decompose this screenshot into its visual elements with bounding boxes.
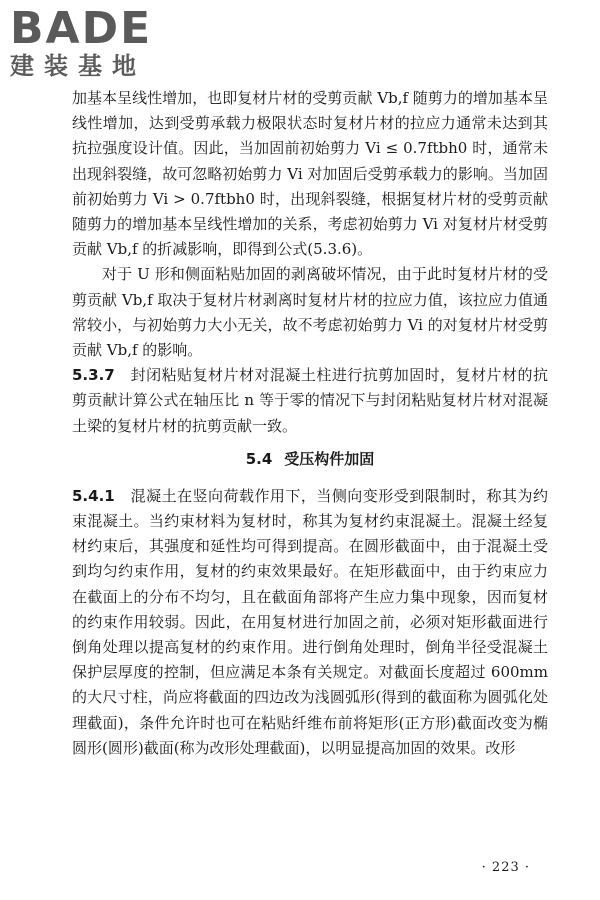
section-title: 受压构件加固 — [284, 449, 375, 468]
logo-mark: BADE — [10, 3, 153, 54]
clause-number: 5.3.7 — [72, 366, 115, 385]
section-heading — [72, 447, 548, 472]
clause-5-3-7 — [72, 363, 548, 439]
clause-number: 5.4.1 — [72, 486, 115, 505]
section-number: 5.4 — [245, 449, 273, 468]
paragraph-peeling-failure: 对于 U 形和侧面粘贴加固的剥离破坏情况，由于此时复材片材的受剪贡献 Vb,f 取决于复材片材剥离时复材片材的拉应力值，该拉应力值通常较小，与初始剪力大小无关，故不考虑初始剪力 Vi 的对复材片材受剪贡献 Vb,f 的影响。 — [72, 265, 548, 360]
page-body — [72, 86, 548, 761]
page-number: · 223 · — [481, 860, 530, 875]
clause-text: 封闭粘贴复材片材对混凝土柱进行抗剪加固时，复材片材的抗剪贡献计算公式在轴压比 n 等于零的情况下与封闭粘贴复材片材对混凝土梁的复材片材的抗剪贡献一致。 — [72, 366, 548, 435]
logo-subtitle: 建装基地 — [10, 52, 146, 80]
paragraph-continuation: 加基本呈线性增加，也即复材片材的受剪贡献 Vb,f 随剪力的增加基本呈线性增加，达到受剪承载力极限状态时复材片材的拉应力通常未达到其抗拉强度设计值。因此，当加固前初始剪力 Vi ≤ 0.7ftbh0 时，通常未出现斜裂缝，故可忽略初始剪力 Vi 对加固后受剪承载力的影响。当加固前初始剪力 Vi > 0.7ftbh0 时，出现斜裂缝，根据复材片材的受剪贡献随剪力的增加基本呈线性增加的关系，考虑初始剪力 Vi 对复材片材受剪贡献 Vb,f 的折减影响，即得到公式(5.3.6)。 — [72, 89, 548, 259]
site-logo — [10, 3, 180, 80]
clause-5-4-1 — [72, 484, 548, 761]
clause-text: 混凝土在竖向荷载作用下，当侧向变形受到限制时，称其为约束混凝土。当约束材料为复材时，称其为复材约束混凝土。混凝土经复材约束后，其强度和延性均可得到提高。在圆形截面中，由于混凝土受到均匀约束作用，复材的约束效果最好。在矩形截面中，由于约束应力在截面上的分布不均匀，且在截面角部将产生应力集中现象，因而复材的约束作用较弱。因此，在用复材进行加固之前，必须对矩形截面进行倒角处理以提高复材的约束作用。进行倒角处理时，倒角半径受混凝土保护层厚度的控制，但应满足本条有关规定。对截面长度超过 600mm 的大尺寸柱，尚应将截面的四边改为浅圆弧形(得到的截面称为圆弧化处理截面)，条件允许时也可在粘贴纤维布前将矩形(正方形)截面改变为椭圆形(圆形)截面(称为改形处理截面)，以明显提高加固的效果。改形 — [72, 486, 548, 757]
